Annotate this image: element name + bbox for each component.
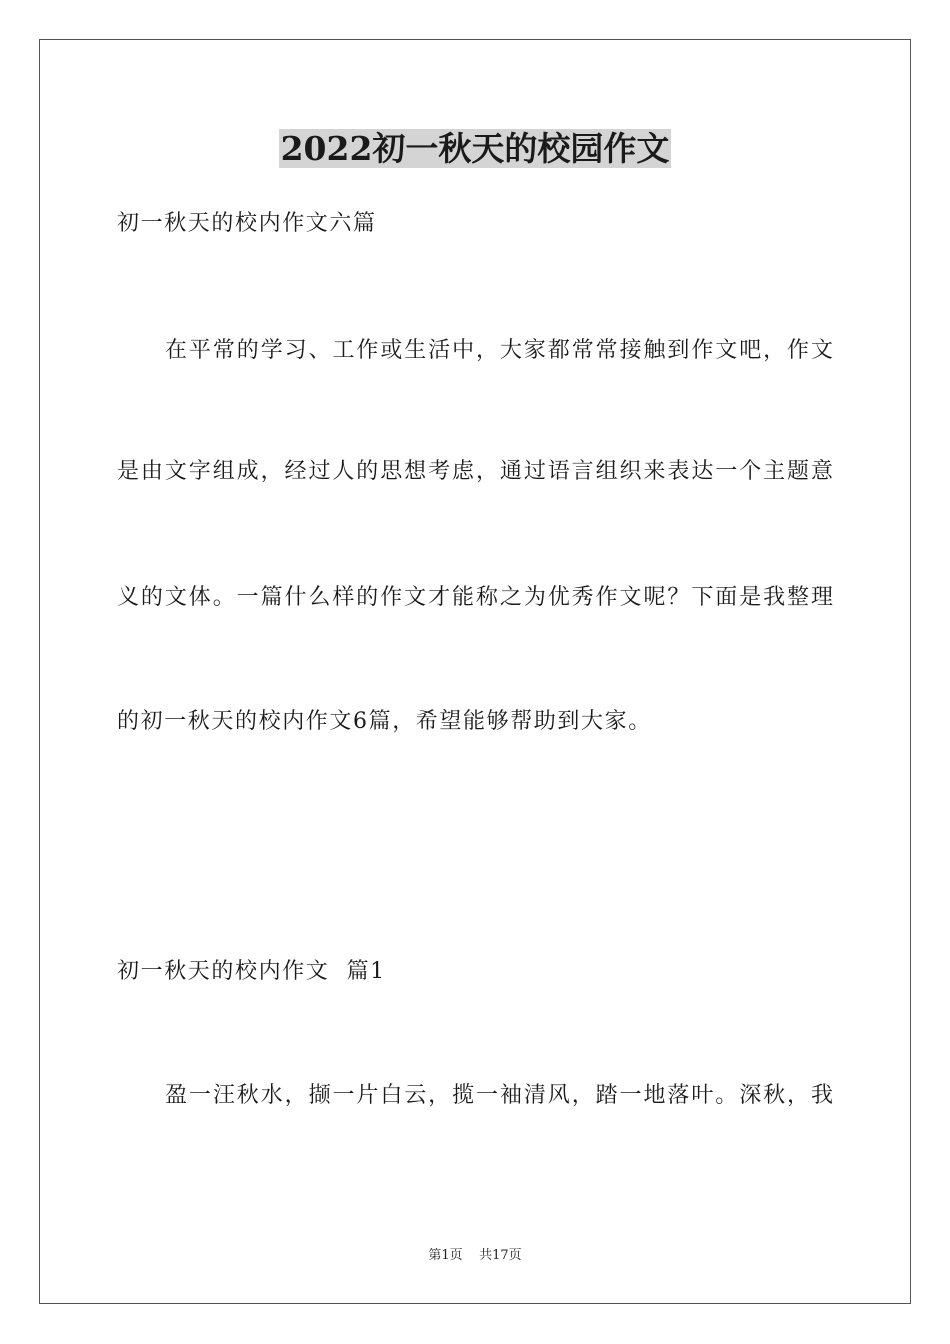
intro-line-4: 的初一秋天的校内作文6篇，希望能够帮助到大家。 (117, 709, 652, 734)
intro-line-3: 义的文体。一篇什么样的作文才能称之为优秀作文呢？下面是我整理 (117, 585, 833, 610)
page-footer: 第1页 共17页 (428, 1248, 522, 1263)
document-title-text: 2022初一秋天的校园作文 (280, 129, 670, 168)
section-heading: 初一秋天的校内作文 篇1 (117, 959, 386, 984)
document-subtitle: 初一秋天的校内作文六篇 (117, 211, 377, 236)
intro-line-2: 是由文字组成，经过人的思想考虑，通过语言组织来表达一个主题意 (117, 459, 833, 484)
section-line-1: 盈一汪秋水，撷一片白云，揽一袖清风，踏一地落叶。深秋，我 (165, 1083, 833, 1108)
document-title (0, 126, 950, 172)
intro-line-1: 在平常的学习、工作或生活中，大家都常常接触到作文吧，作文 (165, 338, 833, 363)
